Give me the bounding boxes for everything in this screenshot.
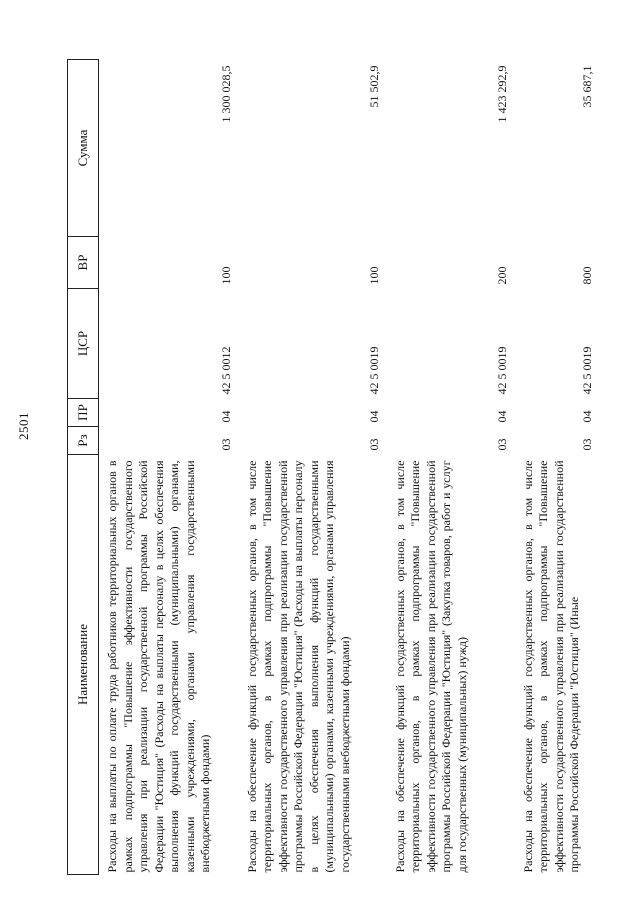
header-rz: Рз [68,427,99,455]
row-csr: 42 5 0019 [367,346,381,395]
row-vr: 200 [495,266,509,285]
table-row [239,60,387,875]
header-name: Наименование [68,455,99,875]
row-pr: 04 [495,410,509,423]
row-pr: 04 [580,410,594,423]
row-csr: 42 5 0019 [580,346,594,395]
header-pr: ПР [68,399,99,427]
budget-table [67,59,600,875]
row-sum: 35 687,1 [580,65,594,108]
row-csr: 42 5 0012 [219,346,233,395]
row-vr: 800 [580,266,594,285]
row-pr: 04 [219,410,233,423]
budget-table-container [67,60,602,875]
header-vr: ВР [68,237,99,289]
row-name: Расходы на выплаты по оплате труда работников территориальных органов в рамках подпрограммы "Повышение эффективности государственного управления при реализации государственной программы Российской Федерации "Юстиция" (Расходы на выплаты персоналу в целях обеспечения выполнения функций государственными (муниципальными) органами, казенными учреждениями, органами управления государственными внебюджетными фондами) [105,460,212,873]
row-vr: 100 [367,266,381,285]
header-sum: Сумма [68,60,99,237]
row-sum: 51 502,9 [367,65,381,108]
row-sum: 1 300 028,5 [219,65,233,123]
row-name: Расходы на обеспечение функций государственных органов, в том числе территориальных органов, в рамках подпрограммы "Повышение эффективности государственного управления при реализации государственной программы Российской Федерации "Юстиция" (Закупка товаров, работ и услуг для государственных (муниципальных) нужд) [392,460,469,873]
row-pr: 04 [367,410,381,423]
row-sum: 1 423 292,9 [495,65,509,123]
row-rz: 03 [219,438,233,451]
row-rz: 03 [495,438,509,451]
row-rz: 03 [367,438,381,451]
page-number: 2501 [16,412,31,440]
row-vr: 100 [219,266,233,285]
row-rz: 03 [580,438,594,451]
table-row [387,60,515,875]
header-csr: ЦСР [68,289,99,399]
table-row [99,60,239,875]
row-csr: 42 5 0019 [495,346,509,395]
table-header-row [68,60,99,875]
table-row [515,60,600,875]
row-name: Расходы на обеспечение функций государственных органов, в том числе территориальных органов, в рамках подпрограммы "Повышение эффективности государственного управления при реализации государственной программы Российской Федерации "Юстиция" (Расходы на выплаты персоналу в целях обеспечения выполнения функций государственными (муниципальными) органами, казенными учреждениями, органами управления государственными внебюджетными фондами) [244,460,352,873]
row-name: Расходы на обеспечение функций государственных органов, в том числе территориальных органов, в рамках подпрограммы "Повышение эффективности государственного управления при реализации государственной программы Российской Федерации "Юстиция" (Иные [520,460,581,873]
